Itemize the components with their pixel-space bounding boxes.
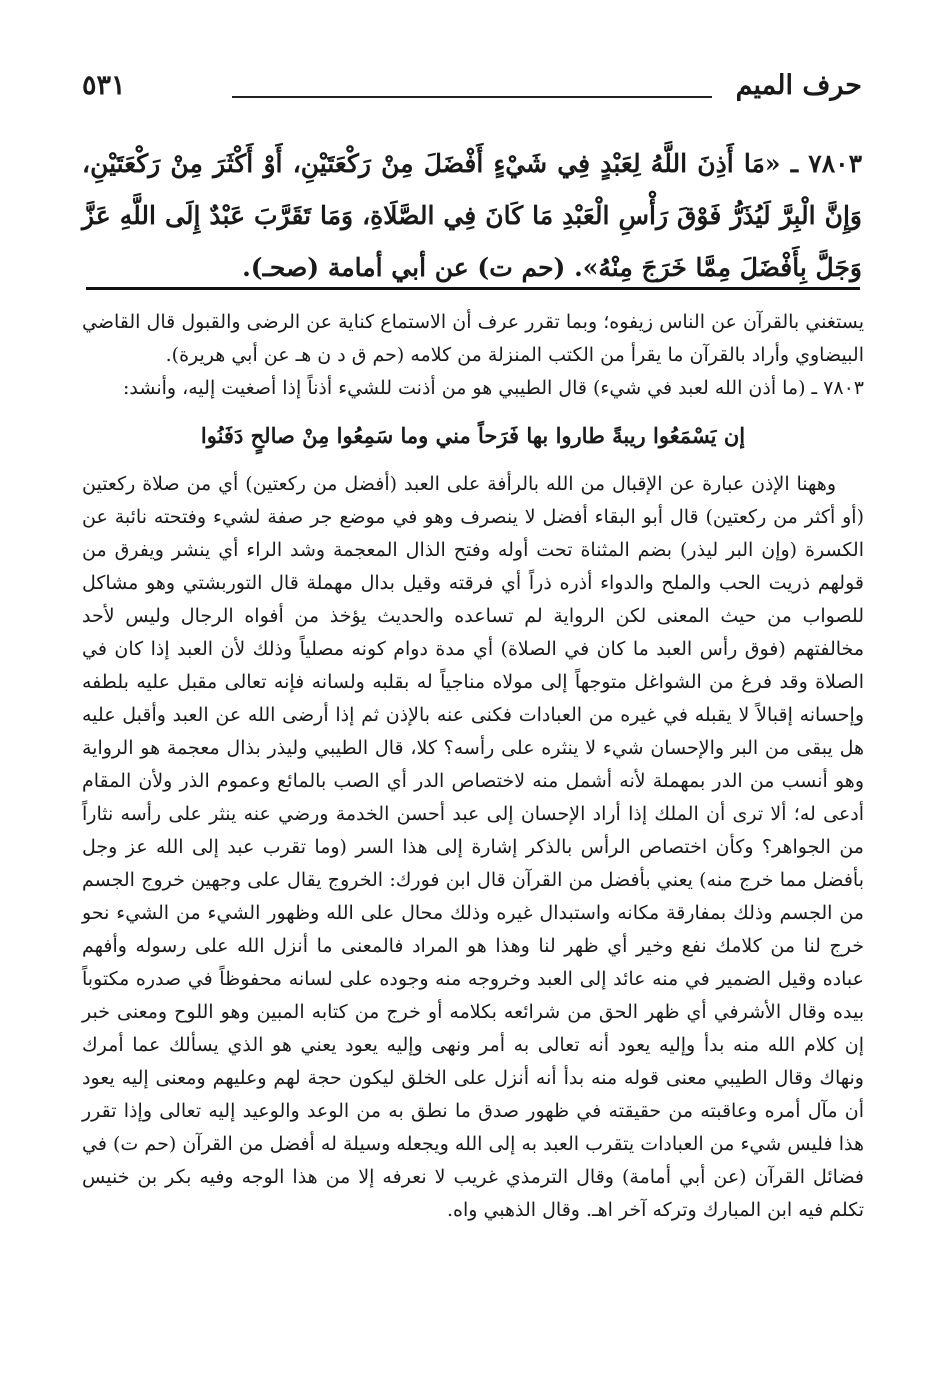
hadith-text: ٧٨٠٣ ـ «مَا أَذِنَ اللَّهُ لِعَبْدٍ فِي شَيْءٍ أَفْضَلَ مِنْ رَكْعَتَيْنِ، أَوْ أَكْثَرَ مِنْ رَكْعَتَيْنِ، وَإِنَّ الْبِرَّ لَيُذَرُّ فَوْقَ رَأْسِ الْعَبْدِ مَا كَانَ فِي الصَّلَاةِ، وَمَا تَقَرَّبَ عَبْدٌ إِلَى اللَّهِ عَزَّ وَجَلَّ بِأَفْضَلَ مِمَّا خَرَجَ مِنْهُ». (حم ت) عن أبي أمامة (صحـ). — [82, 149, 862, 282]
commentary — [82, 306, 864, 1227]
section-divider — [86, 287, 860, 290]
poetry-verse: إن يَسْمَعُوا ريبةً طاروا بها فَرَحاً مني وما سَمِعُوا مِنْ صالحٍ دَفَنُوا — [200, 423, 746, 448]
commentary-paragraph-2: ٧٨٠٣ ـ (ما أذن الله لعبد في شيء) قال الطيبي هو من أذنت للشيء أذناً إذا أصغيت إليه، وأنشد: — [123, 377, 864, 399]
header-rule — [232, 96, 712, 98]
chapter-title: حرف الميم — [735, 70, 862, 101]
commentary-paragraph-3: وههنا الإذن عبارة عن الإقبال من الله بالرأفة على العبد (أفضل من ركعتين) أي من صلاة ركعتين (أو أكثر من ركعتين) قال أبو البقاء أفضل لا ينصرف وهو في موضع جر صفة لشيء وفتحته نائبة عن الكسرة (وإن البر ليذر) بضم المثناة تحت أوله وفتح الذال المعجمة وشد الراء أي ينشر ويفرق من قولهم ذريت الحب والملح والدواء أذره ذراً أي فرقته وقيل بدال مهملة قال التوربشتي وهو مشاكل للصواب من حيث المعنى لكن الرواية لم تساعده والحديث يؤخذ من أفواه الرجال وليس لأحد مخالفتهم (فوق رأس العبد ما كان في الصلاة) أي مدة دوام كونه مصلياً وذلك لأن العبد إذا كان في الصلاة وقد فرغ من الشواغل متوجهاً إلى مولاه مناجياً له بقلبه ولسانه فإنه تعالى مقبل عليه بلطفه وإحسانه إقبالاً لا يقبله في غيره من العبادات فكنى عنه بالإذن ثم إذا أرضى الله عن العبد وأقبل عليه هل يبقى من البر والإحسان شيء لا ينثره على رأسه؟ كلا، قال الطيبي وليذر بذال معجمة هو الرواية وهو أنسب من الدر بمهملة لأنه أشمل منه لاختصاص الدر أي الصب بالمائع وعموم الذر ولأن المقام أدعى له؛ ألا ترى أن الملك إذا أراد الإحسان إلى عبد أحسن الخدمة ورضي عنه ينثر على رأسه نثاراً من الجواهر؟ وكأن اختصاص الرأس بالذكر إشارة إلى هذا السر (وما تقرب عبد إلى الله عز وجل بأفضل مما خرج منه) يعني بأفضل من القرآن قال ابن فورك: الخروج يقال على وجهين خروج الجسم من الجسم وذلك بمفارقة مكانه واستبدال غيره وذلك محال على الله وظهور الشيء من الشيء نحو خرج لنا من كلامك نفع وخير أي ظهر لنا وهذا هو المراد فالمعنى ما أنزل الله على رسوله وأفهم عباده وقيل الضمير في منه عائد إلى العبد وخروجه منه وجوده على لسانه محفوظاً في صدره مكتوباً بيده وقال الأشرفي أي ظهر الحق من شرائعه بكلامه أو خرج من كتابه المبين وهو اللوح ومعنى خبر إن كلام الله منه بدأ وإليه يعود أنه تعالى به أمر ونهى وإليه يعود يعني هو الذي يسألك عما أمرك ونهاك وقال الطيبي معنى قوله منه بدأ أنه أنزل على الخلق ليكون حجة لهم وعليهم ومعنى إليه يعود أن مآل أمره وعاقبته من حقيقته في ظهور صدق ما نطق به من الوعد والوعيد إليه تعالى وإذا تقرر هذا فليس شيء من العبادات يتقرب العبد به إلى الله ويجعله وسيلة له أفضل من القرآن (حم ت) في فضائل القرآن (عن أبي أمامة) وقال الترمذي غريب لا نعرفه إلا من هذا الوجه وفيه بكر بن خنيس تكلم فيه ابن المبارك وتركه آخر اهـ. وقال الذهبي واه. — [82, 473, 864, 1221]
commentary-paragraph-1: يستغني بالقرآن عن الناس زيفوه؛ وبما تقرر عرف أن الاستماع كناية عن الرضى والقبول قال القاضي البيضاوي وأراد بالقرآن ما يقرأ من الكتب المنزلة من كلامه (حم ق د ن هـ عن أبي هريرة). — [82, 311, 864, 366]
page-number: ٥٣١ — [82, 70, 126, 101]
page-header — [82, 66, 862, 106]
